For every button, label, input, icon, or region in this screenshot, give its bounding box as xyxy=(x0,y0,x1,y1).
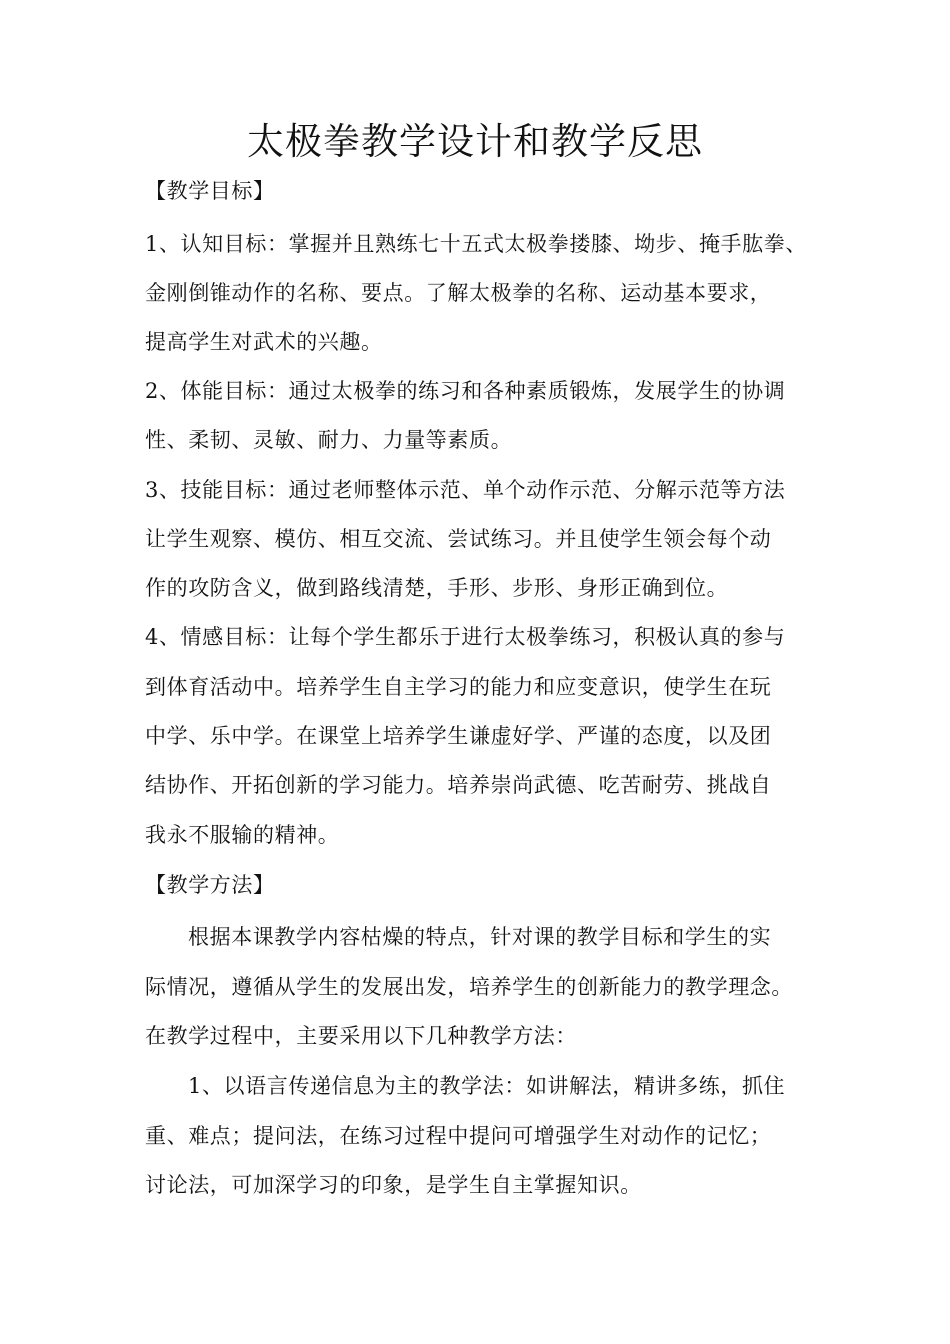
paragraph-line: 在教学过程中，主要采用以下几种教学方法： xyxy=(145,1024,577,1048)
paragraph-line: 1、以语言传递信息为主的教学法：如讲解法，精讲多练，抓住 xyxy=(188,1074,786,1098)
paragraph-line: 2、体能目标：通过太极拳的练习和各种素质锻炼，发展学生的协调 xyxy=(145,379,786,403)
paragraph-line: 中学、乐中学。在课堂上培养学生谦虚好学、严谨的态度，以及团 xyxy=(145,724,772,748)
section-heading-methods: 【教学方法】 xyxy=(145,873,275,897)
paragraph-line: 金刚倒锥动作的名称、要点。了解太极拳的名称、运动基本要求， xyxy=(145,281,772,305)
paragraph-line: 提高学生对武术的兴趣。 xyxy=(145,330,383,354)
paragraph-line: 4、情感目标：让每个学生都乐于进行太极拳练习，积极认真的参与 xyxy=(145,625,786,649)
paragraph-line: 3、技能目标：通过老师整体示范、单个动作示范、分解示范等方法 xyxy=(145,478,786,502)
paragraph-line: 让学生观察、模仿、相互交流、尝试练习。并且使学生领会每个动 xyxy=(145,527,772,551)
paragraph-line: 际情况，遵循从学生的发展出发，培养学生的创新能力的教学理念。 xyxy=(145,975,793,999)
paragraph-line: 我永不服输的精神。 xyxy=(145,823,340,847)
paragraph-line: 讨论法，可加深学习的印象，是学生自主掌握知识。 xyxy=(145,1173,642,1197)
paragraph-line: 根据本课教学内容枯燥的特点，针对课的教学目标和学生的实 xyxy=(188,925,772,949)
paragraph-line: 重、难点；提问法，在练习过程中提问可增强学生对动作的记忆； xyxy=(145,1124,772,1148)
document-title: 太极拳教学设计和教学反思 xyxy=(247,120,703,163)
paragraph-line: 1、认知目标：掌握并且熟练七十五式太极拳搂膝、坳步、掩手肱拳、 xyxy=(145,232,807,256)
paragraph-line: 性、柔韧、灵敏、耐力、力量等素质。 xyxy=(145,428,513,452)
paragraph-line: 作的攻防含义，做到路线清楚，手形、步形、身形正确到位。 xyxy=(145,576,729,600)
section-heading-objectives: 【教学目标】 xyxy=(145,179,275,203)
paragraph-line: 到体育活动中。培养学生自主学习的能力和应变意识，使学生在玩 xyxy=(145,675,772,699)
paragraph-line: 结协作、开拓创新的学习能力。培养崇尚武德、吃苦耐劳、挑战自 xyxy=(145,773,772,797)
